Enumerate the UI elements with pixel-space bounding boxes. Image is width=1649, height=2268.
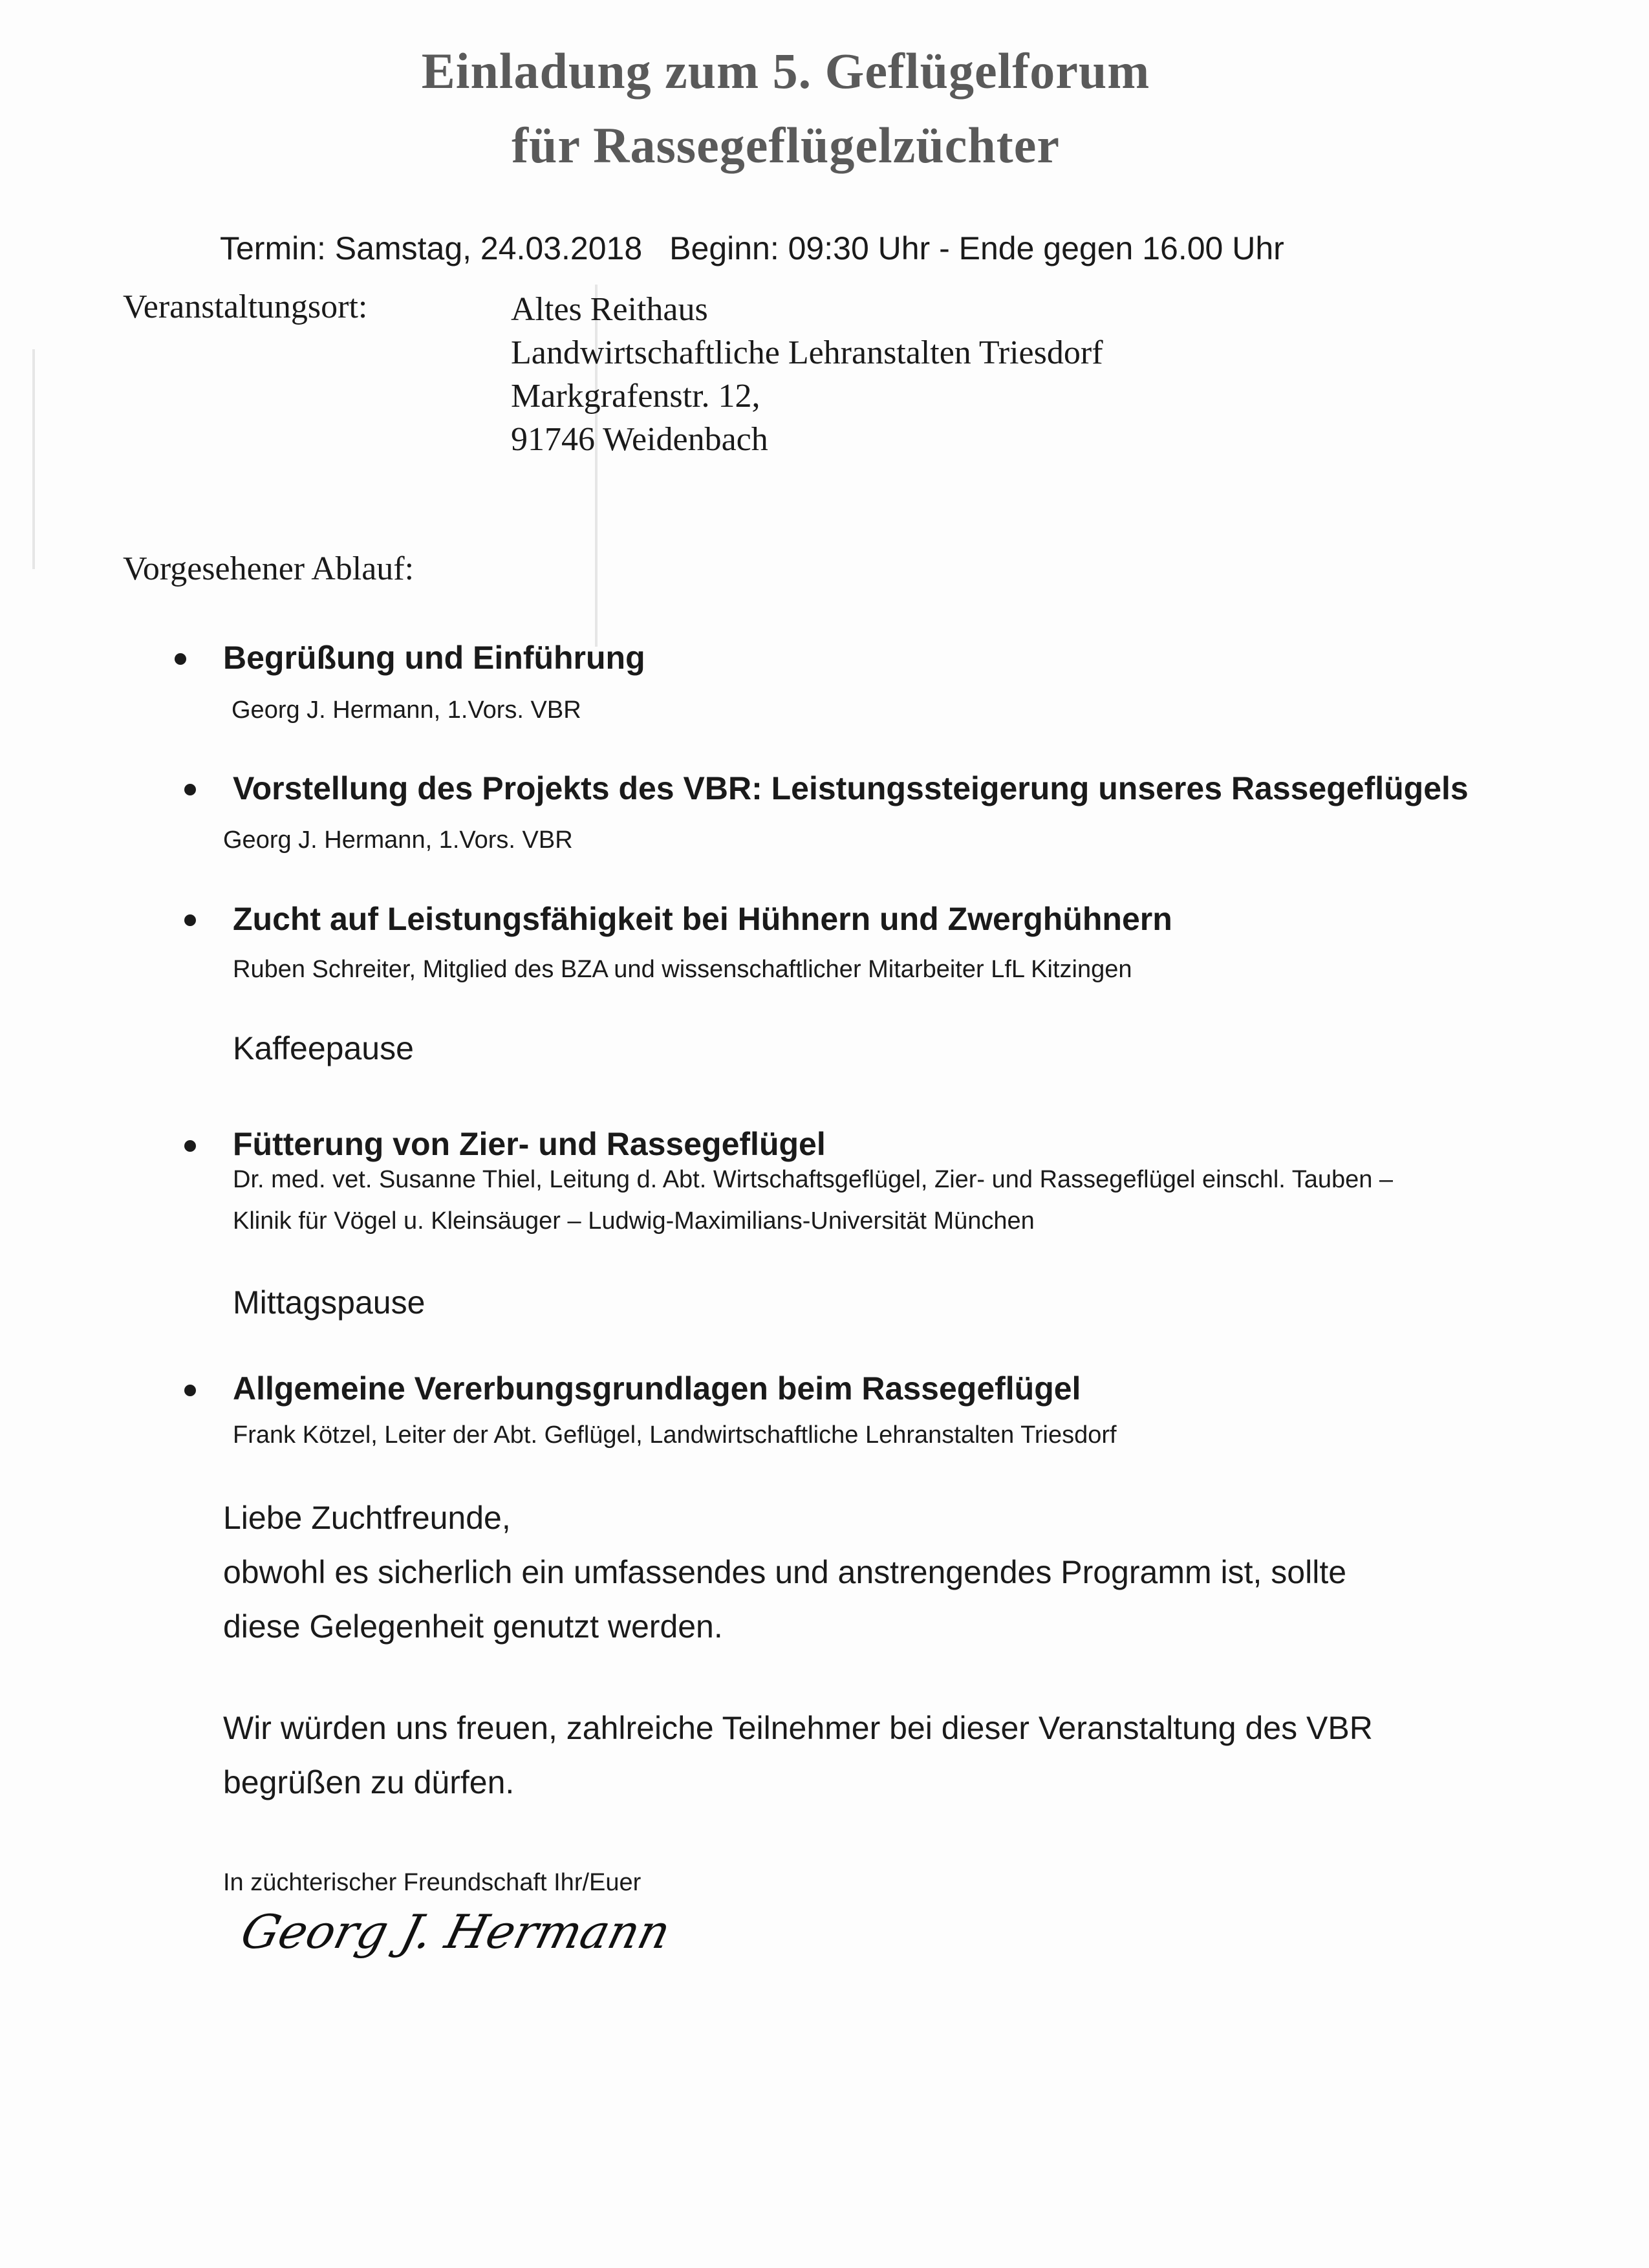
agenda-item-speaker-cont: Klinik für Vögel u. Kleinsäuger – Ludwig-Maximilians-Universität München [233,1207,1035,1235]
fold-line [32,349,35,569]
bullet-icon [184,1385,196,1396]
bullet-icon [184,914,196,926]
agenda-item-title: Begrüßung und Einführung [223,640,645,676]
agenda-item-title: Zucht auf Leistungsfähigkeit bei Hühnern und Zwerghühnern [233,901,1172,937]
bullet-icon [184,784,196,795]
venue-label: Veranstaltungsort: [123,288,368,325]
agenda-item-speaker: Dr. med. vet. Susanne Thiel, Leitung d. Abt. Wirtschaftsgeflügel, Zier- und Rassegeflügel einschl. Tauben – [233,1166,1394,1193]
closing-letter-2 [223,1701,1373,1809]
coffee-break: Kaffeepause [233,1030,414,1066]
event-date-time [220,230,1284,267]
agenda-item-title: Fütterung von Zier- und Rassegeflügel [233,1126,826,1162]
agenda-item-speaker: Frank Kötzel, Leiter der Abt. Geflügel, Landwirtschaftliche Lehranstalten Triesdorf [233,1421,1117,1449]
event-time: Beginn: 09:30 Uhr - Ende gegen 16.00 Uhr [669,230,1284,266]
agenda-item-speaker: Ruben Schreiter, Mitglied des BZA und wissenschaftlicher Mitarbeiter LfL Kitzingen [233,956,1132,983]
venue-address [511,288,1103,461]
closing-greeting: In züchterischer Freundschaft Ihr/Euer [223,1869,641,1896]
signature: Georg J. Hermann [235,1905,676,1959]
agenda-item-speaker: Georg J. Hermann, 1.Vors. VBR [223,826,573,854]
lunch-break: Mittagspause [233,1284,426,1321]
agenda-label: Vorgesehener Ablauf: [123,550,415,587]
bullet-icon [184,1140,196,1152]
page-title-line-1: Einladung zum 5. Geflügelforum [421,43,1150,99]
closing-text: Wir würden uns freuen, zahlreiche Teilnehmer bei dieser Veranstaltung des VBR [223,1710,1373,1746]
closing-letter [223,1491,1346,1654]
event-date: Termin: Samstag, 24.03.2018 [220,230,643,266]
agenda-item-title: Allgemeine Vererbungsgrundlagen beim Rassegeflügel [233,1370,1081,1407]
agenda-item-speaker: Georg J. Hermann, 1.Vors. VBR [232,697,581,724]
venue-line: Markgrafenstr. 12, [511,378,760,415]
closing-text: begrüßen zu dürfen. [223,1764,515,1800]
closing-text: obwohl es sicherlich ein umfassendes und anstrengendes Programm ist, sollte [223,1554,1347,1590]
bullet-icon [175,653,186,665]
venue-line: 91746 Weidenbach [511,421,768,458]
agenda-item-title: Vorstellung des Projekts des VBR: Leistungssteigerung unseres Rassegeflügels [233,770,1469,806]
venue-line: Landwirtschaftliche Lehranstalten Triesdorf [511,334,1103,371]
page-title-line-2: für Rassegeflügelzüchter [512,117,1060,173]
salutation: Liebe Zuchtfreunde, [223,1500,511,1536]
closing-text: diese Gelegenheit genutzt werden. [223,1608,723,1645]
venue-line: Altes Reithaus [511,291,708,328]
